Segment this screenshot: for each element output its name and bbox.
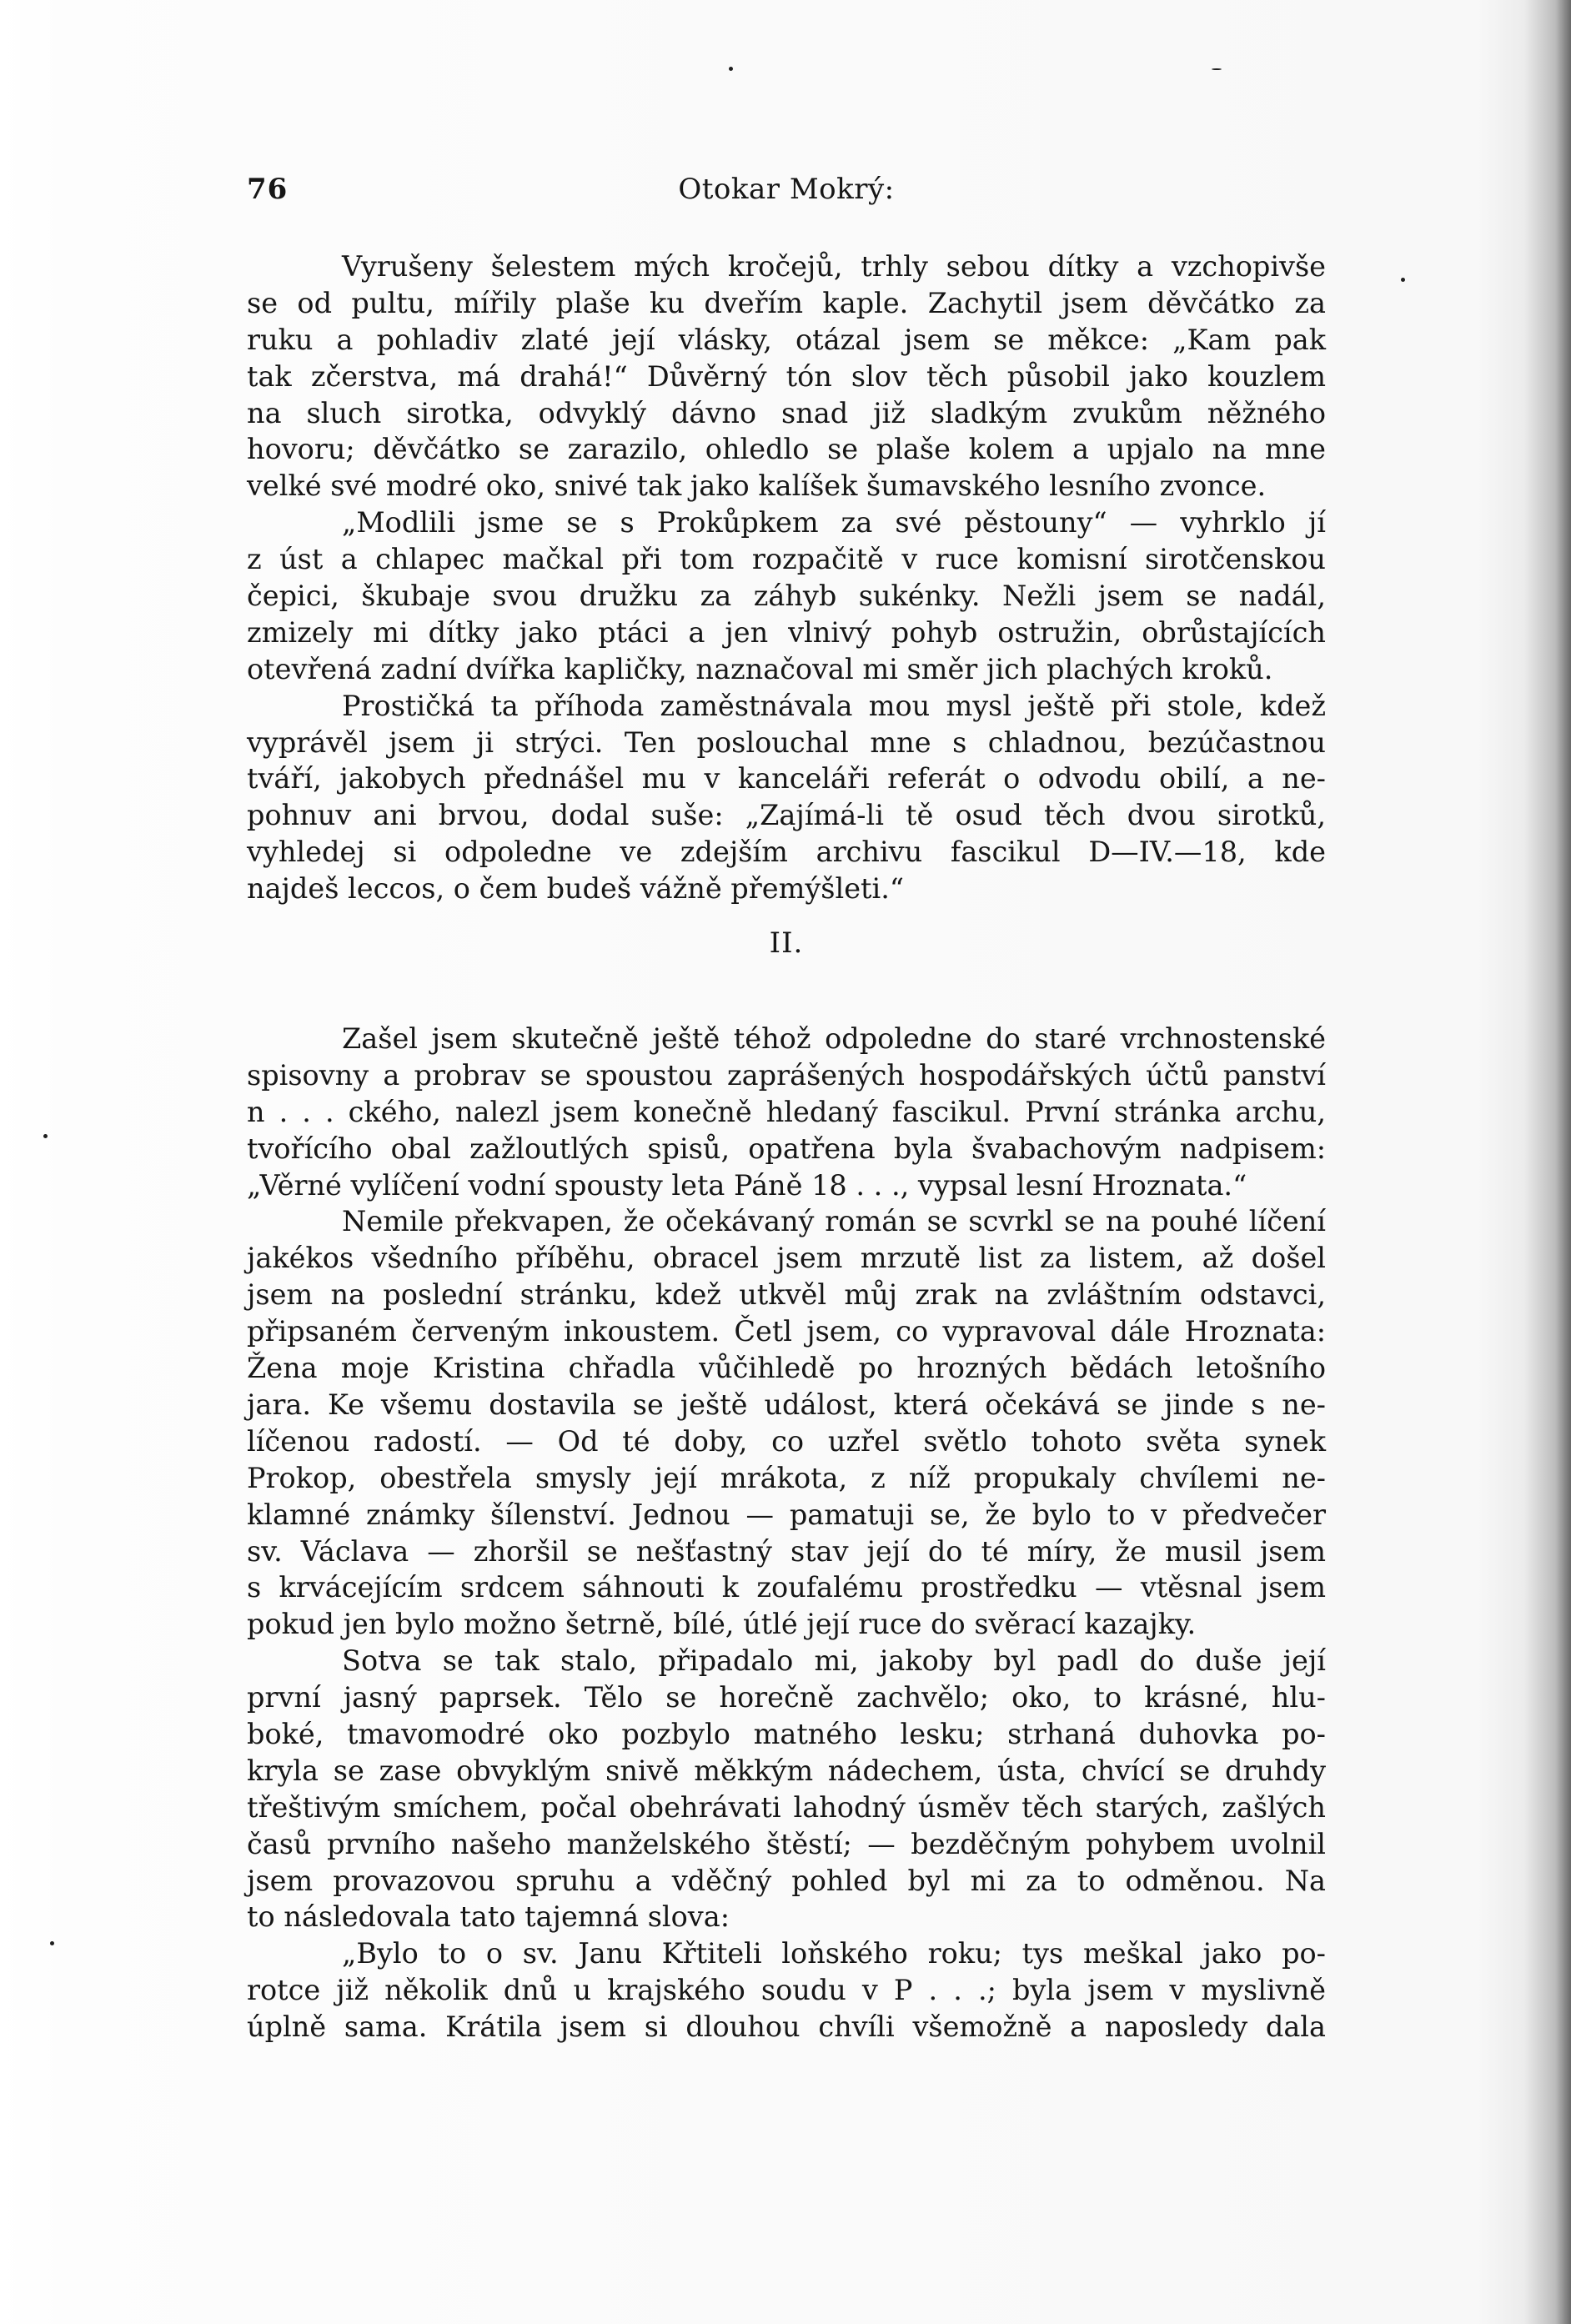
text-line: rotce již několik dnů u krajského soudu v P . . .; byla jsem v myslivně [247, 1974, 1326, 2007]
text-line: na sluch sirotka, odvyklý dávno snad již sladkým zvukům něžného [247, 396, 1326, 429]
text-line: z úst a chlapec mačkal při tom rozpačitě v ruce komisní sirotčenskou [247, 543, 1326, 576]
text-line: čepici, škubaje svou družku za záhyb sukénky. Nežli jsem se nadál, [247, 580, 1326, 613]
scan-speck [1212, 68, 1222, 70]
text-line: klamné známky šílenství. Jednou — pamatuji se, že bylo to v předvečer [247, 1498, 1326, 1531]
text-line: n . . . ckého, nalezl jsem konečně hledaný fascikul. První stránka archu, [247, 1095, 1326, 1128]
text-line: tak zčerstva, má drahá!“ Důvěrný tón slov těch působil jako kouzlem [247, 359, 1326, 393]
text-block-first [247, 248, 1326, 907]
text-line: to následovala tato tajemná slova: [247, 1900, 730, 1934]
text-line: sv. Václava — zhoršil se nešťastný stav její do té míry, že musil jsem [247, 1534, 1326, 1568]
page-number: 76 [247, 173, 289, 206]
running-title: Otokar Mokrý: [678, 173, 895, 206]
text-line: první jasný paprsek. Tělo se horečně zachvělo; oko, to krásné, hlu- [247, 1681, 1326, 1714]
section-heading: II. [769, 926, 804, 961]
text-line: Prostičká ta příhoda zaměstnávala mou mysl ještě při stole, kdež [342, 689, 1326, 722]
text-line: Žena moje Kristina chřadla vůčihledě po hrozných bědách letošního [247, 1352, 1326, 1385]
text-line: Sotva se tak stalo, připadalo mi, jakoby byl padl do duše její [342, 1644, 1326, 1678]
text-line: jara. Ke všemu dostavila se ještě událost, která očekává se jinde s ne- [247, 1388, 1326, 1421]
text-line: tvořícího obal zažloutlých spisů, opatřena byla švabachovým nadpisem: [247, 1132, 1326, 1165]
text-line: ruku a pohladiv zlaté její vlásky, otázal jsem se měkce: „Kam pak [247, 323, 1326, 356]
text-line: kryla se zase obvyklým snivě měkkým nádechem, ústa, chvící se druhdy [247, 1754, 1326, 1787]
text-line: „Bylo to o sv. Janu Křtiteli loňského roku; tys meškal jako po- [342, 1937, 1326, 1970]
scan-speck [729, 67, 733, 71]
text-line: vyhledej si odpoledne ve zdejším archivu fascikul D—IV.—18, kde [247, 836, 1326, 869]
text-line: jakékos všedního příběhu, obracel jsem mrzutě list za listem, až došel [247, 1242, 1326, 1275]
text-line: pokud jen bylo možno šetrně, bílé, útlé její ruce do svěrací kazajky. [247, 1608, 1197, 1641]
text-line: s krvácejícím srdcem sáhnouti k zoufalému prostředku — vtěsnal jsem [247, 1571, 1326, 1604]
text-line: jsem na poslední stránku, kdež utkvěl můj zrak na zvláštním odstavci, [247, 1278, 1326, 1312]
text-line: zmizely mi dítky jako ptáci a jen vlnivý pohyb ostružin, obrůstajících [247, 615, 1326, 649]
text-line: se od pultu, mířily plaše ku dveřím kaple. Zachytil jsem děvčátko za [247, 286, 1326, 319]
text-block-second [247, 1021, 1326, 2045]
scan-speck [1401, 278, 1405, 282]
text-line: jsem provazovou spruhu a vděčný pohled byl mi za to odměnou. Na [247, 1864, 1326, 1897]
text-line: Vyrušeny šelestem mých kročejů, trhly sebou dítky a vzchopivše [342, 250, 1326, 283]
text-line: líčenou radostí. — Od té doby, co uzřel světlo tohoto světa synek [247, 1424, 1326, 1458]
text-line: najdeš leccos, o čem budeš vážně přemýšleti.“ [247, 872, 904, 906]
scan-speck [43, 1134, 48, 1138]
book-page [247, 163, 1326, 2045]
text-line: „Věrné vylíčení vodní spousty leta Páně 18 . . ., vypsal lesní Hroznata.“ [247, 1168, 1247, 1202]
running-header [247, 163, 1326, 213]
text-line: časů prvního našeho manželského štěstí; — bezděčným pohybem uvolnil [247, 1827, 1326, 1860]
text-line: Nemile překvapen, že očekávaný román se scvrkl se na pouhé líčení [342, 1205, 1326, 1238]
text-line: pohnuv ani brvou, dodal suše: „Zajímá-li tě osud těch dvou sirotků, [247, 799, 1326, 832]
text-line: třeštivým smíchem, počal obehrávati lahodný úsměv těch starých, zašlých [247, 1790, 1326, 1824]
text-line: Prokop, obestřela smysly její mrákota, z níž propukaly chvílemi ne- [247, 1461, 1326, 1494]
scan-speck [50, 1941, 54, 1945]
text-line: otevřená zadní dvířka kapličky, naznačoval mi směr jich plachých kroků. [247, 652, 1273, 685]
text-line: Zašel jsem skutečně ještě téhož odpoledne do staré vrchnostenské [342, 1022, 1326, 1056]
text-line: tváří, jakobych přednášel mu v kanceláři referát o odvodu obilí, a ne- [247, 762, 1326, 796]
text-line: připsaném červeným inkoustem. Četl jsem, co vypravoval dále Hroznata: [247, 1315, 1326, 1348]
text-line: hovoru; děvčátko se zarazilo, ohledlo se plaše kolem a upjalo na mne [247, 433, 1326, 466]
text-line: úplně sama. Krátila jsem si dlouhou chvíli všemožně a naposledy dala [247, 2010, 1326, 2044]
text-line: vyprávěl jsem ji strýci. Ten poslouchal mne s chladnou, bezúčastnou [247, 725, 1326, 759]
text-line: boké, tmavomodré oko pozbylo matného lesku; strhaná duhovka po- [247, 1717, 1326, 1750]
text-line: „Modlili jsme se s Prokůpkem za své pěstouny“ — vyhrklo jí [342, 506, 1326, 540]
text-line: spisovny a probrav se spoustou zaprášených hospodářských účtů panství [247, 1058, 1326, 1092]
text-line: velké své modré oko, snivé tak jako kalíšek šumavského lesního zvonce. [247, 469, 1267, 503]
